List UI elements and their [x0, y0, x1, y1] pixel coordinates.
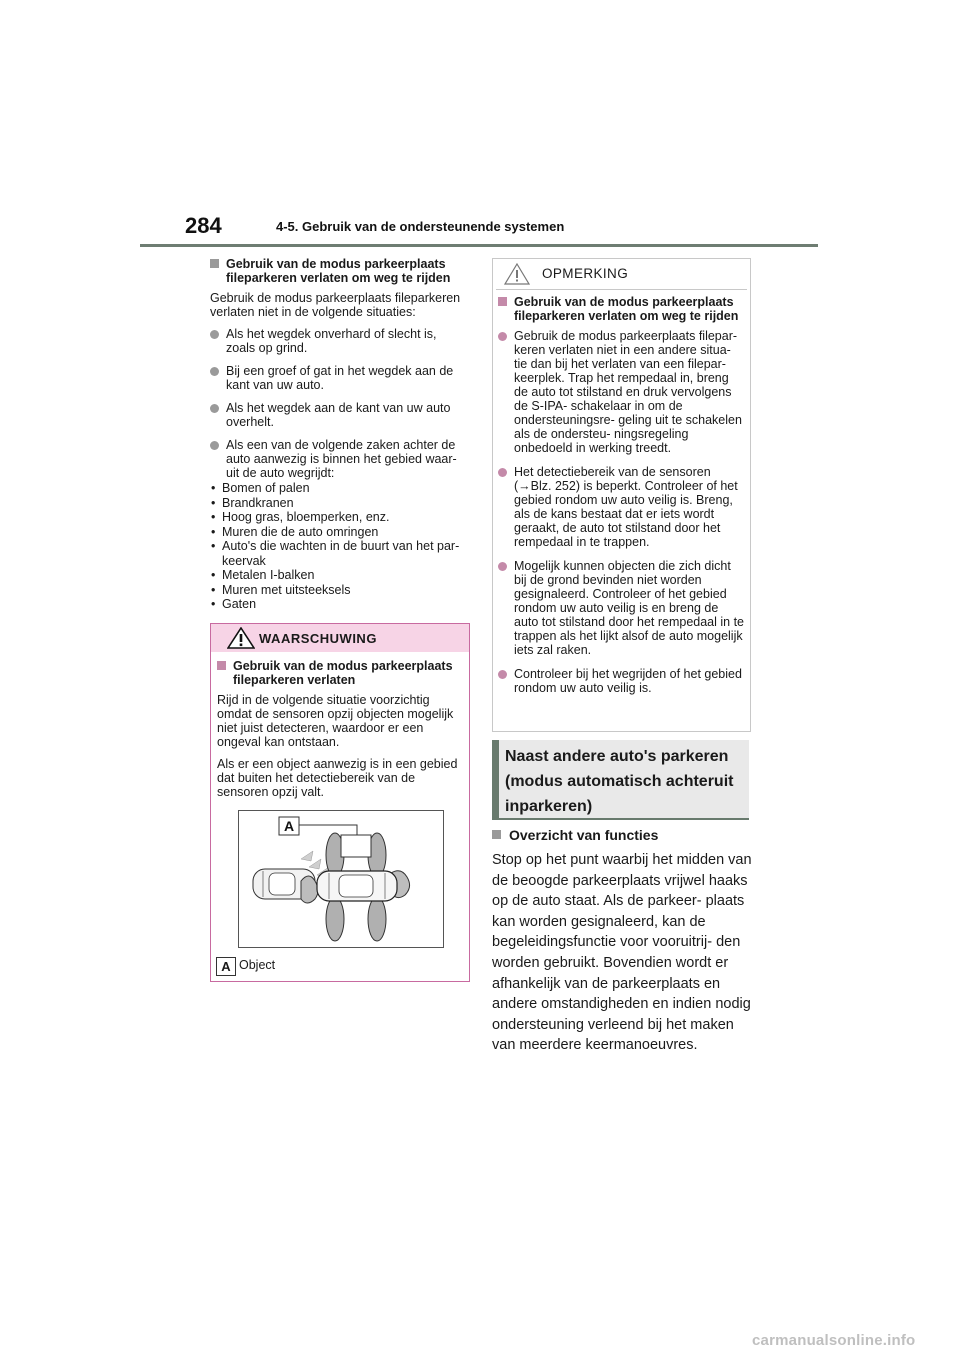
subbullet-5: • Auto's die wachten in de buurt van het par- keervak: [210, 539, 468, 568]
warning-title: WAARSCHUWING: [259, 631, 377, 646]
section-title-line-2: (modus automatisch achteruit: [505, 773, 734, 790]
left-bullet-2: Bij een groef of gat in het wegdek aan de kant van uw auto.: [210, 364, 468, 392]
left-column: [210, 257, 468, 621]
subbullet-8: • Gaten: [210, 597, 468, 612]
note-heading: Gebruik van de modus parkeerplaats fileparkeren verlaten om weg te rijden: [498, 295, 744, 323]
left-heading: Gebruik van de modus parkeerplaats fileparkeren verlaten om weg te rijden: [210, 257, 468, 285]
note-header: [493, 259, 750, 289]
section-subheading: Overzicht van functies: [492, 826, 754, 844]
note-title: OPMERKING: [542, 266, 629, 281]
parking-diagram: [239, 811, 443, 947]
warning-body: [211, 652, 469, 799]
section-paragraph: Stop op het punt waarbij het midden van de beoogde parkeerplaats vrijwel haaks op de auto staat. Als de parkeer- plaats kan worden gesignaleerd, kan de begeleidingsfunctie voor vooruitrij- den worden gebruikt. Bovendien wordt er afhankelijk van de parkeerplaats en andere omstandigheden en indien nodig ondersteuning verleend bij het maken van meerdere keermanoeuvres.: [492, 852, 752, 1054]
legend-text: Object: [239, 958, 276, 972]
warning-box: [210, 623, 470, 982]
section-title-line-1: Naast andere auto's parkeren: [505, 748, 729, 765]
left-bullet-4: Als een van de volgende zaken achter de auto aanwezig is binnen het gebied waar- uit de auto wegrijdt: • Bomen of palen • Brandkranen • Hoog gras, bloemperken, enz. • Muren die de auto omringen • Auto's die wachten in de buurt van het par- keervak • Metalen I-balken • Muren met uitsteeksels • Gaten: [210, 438, 468, 612]
note-bullet-2: Het detectiebereik van de sensoren (→Blz. 252) is beperkt. Controleer of het gebied rondom uw auto veilig is. Breng, als de kans bestaat dat er iets wordt geraakt, de auto tot stilstand door het rempedaal in te trappen.: [498, 465, 744, 549]
subbullet-1: • Bomen of palen: [210, 481, 468, 496]
subbullet-2: • Brandkranen: [210, 496, 468, 511]
ego-car-icon: [317, 871, 397, 901]
left-bullet-3: Als het wegdek aan de kant van uw auto overhelt.: [210, 401, 468, 429]
object-area-icon: [341, 835, 371, 857]
section-heading: [492, 740, 749, 818]
subbullet-3: • Hoog gras, bloemperken, enz.: [210, 510, 468, 525]
note-bullet-3: Mogelijk kunnen objecten die zich dicht bij de grond bevinden niet worden gesignaleerd. Controleer of het gebied rondom uw auto veilig is en breng de auto tot stilstand door het rempedaal in te trappen als het lijkt alsof de auto mogelijk iets zal raken.: [498, 559, 744, 657]
warning-triangle-icon: [227, 627, 255, 649]
note-bullet-4: Controleer bij het wegrijden of het gebied rondom uw auto veilig is.: [498, 667, 744, 695]
watermark: carmanualsonline.info: [752, 1332, 916, 1349]
note-bullet-1: Gebruik de modus parkeerplaats filepar- keren verlaten niet in een andere situa- tie dan bij het verlaten van een filepar- keerplek. Trap het rempedaal in, breng de auto tot stilstand en druk vervolgens de S-IPA- schakelaar in om de ondersteuningsre- geling uit te schakelen als de ondersteu- ningsregeling onbedoeld in werking treedt.: [498, 329, 744, 455]
section-title-line-3: inparkeren): [505, 798, 593, 815]
page-number: 284: [185, 213, 222, 238]
header-rule: [140, 244, 818, 247]
section-content: [492, 826, 754, 1056]
left-subbullet-list: [222, 481, 468, 612]
label-a-text: A: [283, 818, 295, 834]
warning-para-2: Als er een object aanwezig is in een gebied dat buiten het detectiebereik van de sensoren opzij valt.: [217, 757, 458, 799]
left-bullet-1: Als het wegdek onverhard of slecht is, zoals op grind.: [210, 327, 468, 355]
subbullet-4: • Muren die de auto omringen: [210, 525, 468, 540]
leader-line: [299, 825, 357, 835]
subbullet-7: • Muren met uitsteeksels: [210, 583, 468, 598]
warning-para-1: Rijd in de volgende situatie voorzichtig omdat de sensoren opzij objecten mogelijk niet juist detecteren, waardoor er een ongeval kan ontstaan.: [217, 693, 454, 749]
left-intro: Gebruik de modus parkeerplaats fileparkeren verlaten niet in de volgende situaties:: [210, 291, 461, 319]
note-body: [493, 290, 750, 695]
warning-heading: Gebruik van de modus parkeerplaats fileparkeren verlaten: [217, 659, 463, 687]
warning-header: [211, 624, 469, 652]
parking-sensor-figure: [238, 810, 444, 948]
section-underline: [492, 818, 749, 820]
legend-a-badge: A: [216, 957, 236, 976]
chapter-title: 4-5. Gebruik van de ondersteunende systemen: [276, 219, 565, 234]
subbullet-6: • Metalen I-balken: [210, 568, 468, 583]
caution-triangle-icon: [504, 263, 530, 285]
note-box: [492, 258, 751, 732]
